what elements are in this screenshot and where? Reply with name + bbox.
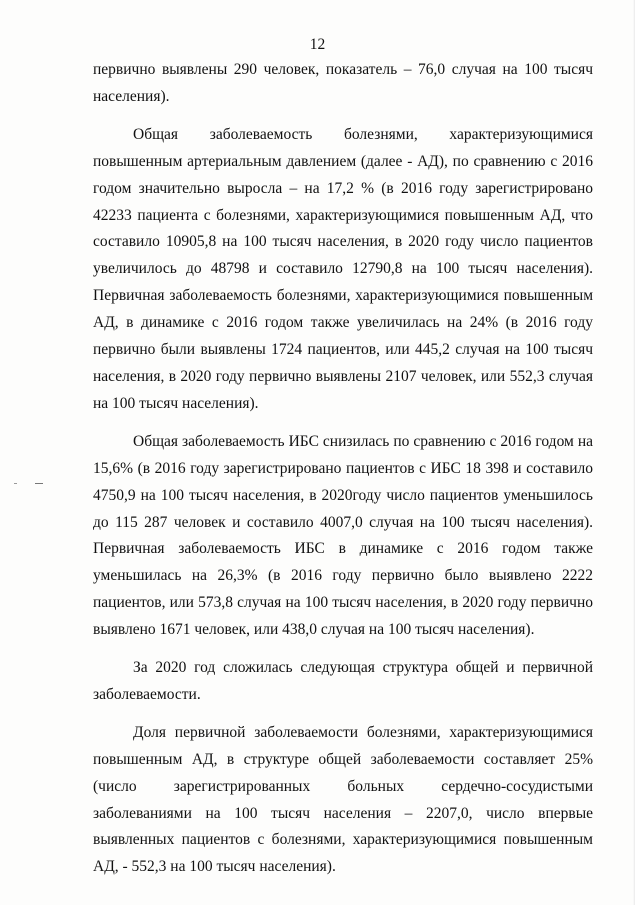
scan-margin-mark bbox=[35, 483, 43, 484]
paragraph-4: За 2020 год сложилась следующая структура общей и первичной заболеваемости. bbox=[93, 659, 593, 703]
document-body bbox=[93, 57, 593, 892]
paragraph-3: Общая заболеваемость ИБС снизилась по сравнению с 2016 годом на 15,6% (в 2016 году зарегистрировано пациентов с ИБС 18 398 и составило 4750,9 на 100 тысяч населения, в 2020году число пациентов уменьшилось до 115 287 человек и составило 4007,0 случая на 100 тысяч населения). Первичная заболеваемость ИБС в динамике с 2016 годом также уменьшилась на 26,3% (в 2016 году первично было выявлено 2222 пациентов, или 573,8 случая на 100 тысяч населения, в 2020 году первично выявлено 1671 человек, или 438,0 случая на 100 тысяч населения). bbox=[93, 432, 593, 639]
paragraph-5: Доля первичной заболеваемости болезнями, характеризующимися повышенным АД, в структуре общей заболеваемости составляет 25% (число зарегистрированных больных сердечно-сосудистыми заболеваниями на 100 тысяч населения – 2207,0, число впервые выявленных пациентов с болезнями, характеризующимися повышенным АД, - 552,3 на 100 тысяч населения). bbox=[93, 723, 593, 876]
scan-margin-dot bbox=[14, 483, 17, 484]
page-number: 12 bbox=[309, 36, 326, 53]
paragraph-2: Общая заболеваемость болезнями, характеризующимися повышенным артериальным давлением (далее - АД), по сравнению с 2016 годом значительно выросла – на 17,2 % (в 2016 году зарегистрировано 42233 пациента с болезнями, характеризующимися повышенным АД, что составило 10905,8 на 100 тысяч населения, в 2020 году число пациентов увеличилось до 48798 и составило 12790,8 на 100 тысяч населения). Первичная заболеваемость болезнями, характеризующимися повышенным АД, в динамике с 2016 годом также увеличилась на 24% (в 2016 году первично были выявлены 1724 пациентов, или 445,2 случая на 100 тысяч населения, в 2020 году первично выявлены 2107 человек, или 552,3 случая на 100 тысяч населения). bbox=[93, 125, 593, 412]
paragraph-1: первично выявлены 290 человек, показатель – 76,0 случая на 100 тысяч населения). bbox=[93, 61, 593, 105]
